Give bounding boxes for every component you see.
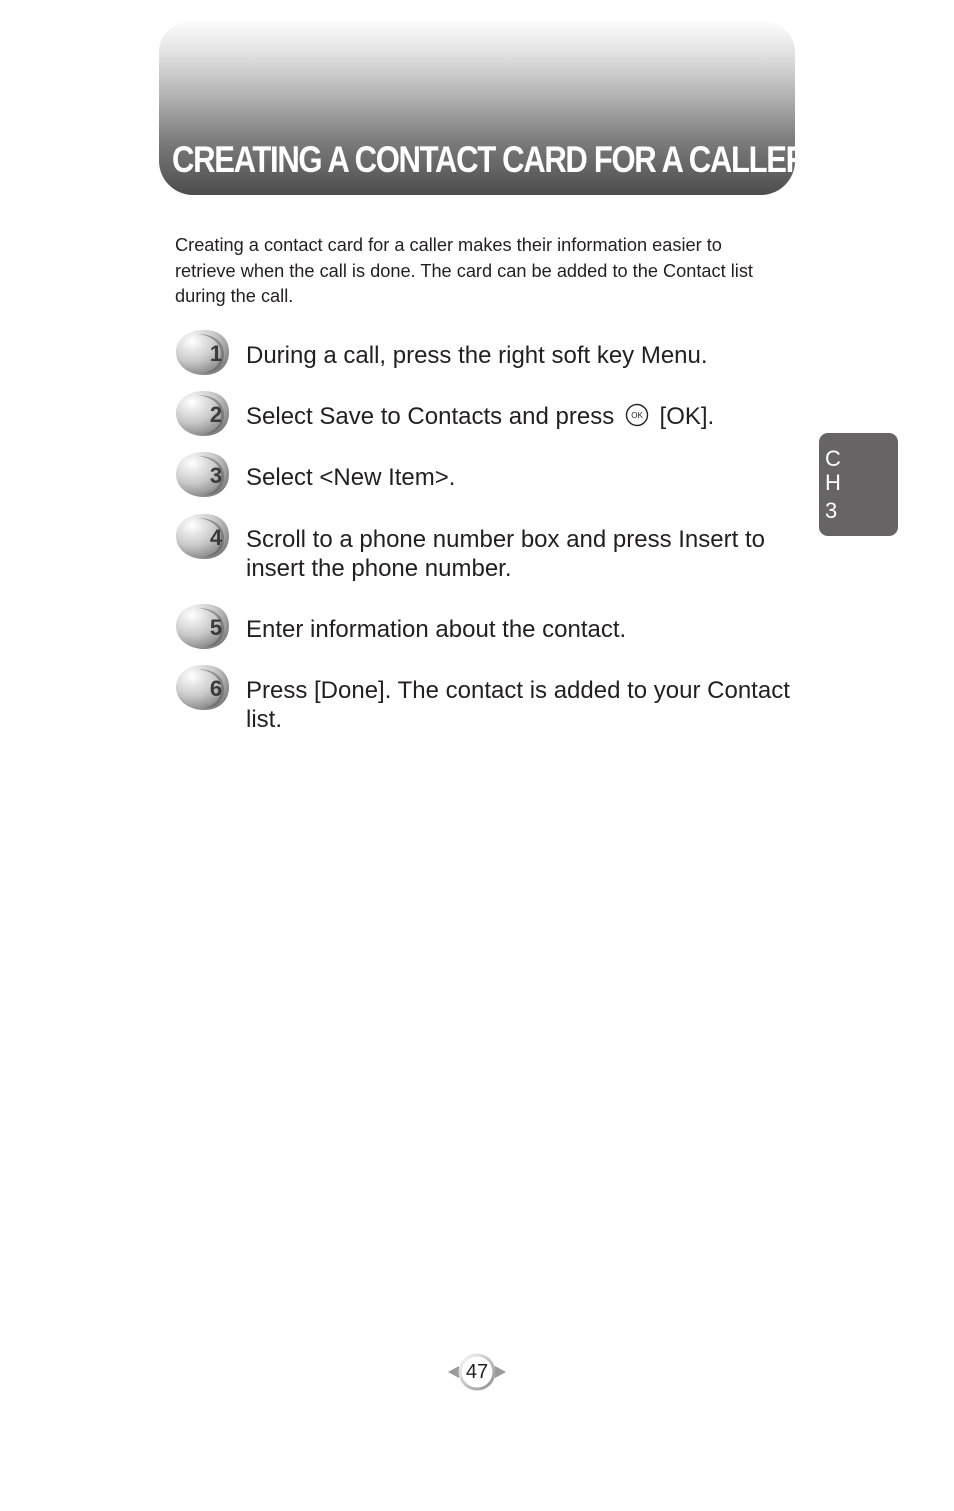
chapter-tab-letter: H (825, 470, 841, 495)
ok-key-icon (625, 403, 649, 434)
intro-paragraph: Creating a contact card for a caller makes their information easier to retrieve when the call is done. The card can be added to the Contact list during the call. (175, 235, 753, 306)
step-text: Enter information about the contact. (246, 616, 627, 643)
page-number: 47 (465, 1361, 489, 1383)
step-number: 5 (209, 615, 223, 640)
page-number-badge (446, 1352, 508, 1392)
ok-key-label: OK (631, 411, 643, 420)
chapter-tab (819, 433, 898, 536)
step-number: 2 (209, 402, 223, 427)
page-header-banner (159, 22, 807, 195)
chapter-tab-letter: C (825, 446, 841, 471)
page-title: CREATING A CONTACT CARD FOR A CALLER (172, 139, 807, 180)
step-number: 6 (209, 676, 223, 701)
step-text: Select <New Item>. (246, 464, 456, 491)
step-text-before: Select Save to Contacts and press (246, 403, 615, 430)
step-text (246, 402, 806, 434)
step-text-after: [OK]. (659, 403, 715, 430)
step-text: Press [Done]. The contact is added to your Contact list. (246, 677, 790, 733)
step-number: 3 (209, 463, 223, 488)
step-text: During a call, press the right soft key Menu. (246, 342, 708, 369)
step-text: Scroll to a phone number box and press Insert to insert the phone number. (246, 526, 765, 582)
step-number: 4 (209, 525, 223, 550)
chapter-tab-letter: 3 (825, 498, 838, 523)
step-number: 1 (209, 341, 223, 366)
